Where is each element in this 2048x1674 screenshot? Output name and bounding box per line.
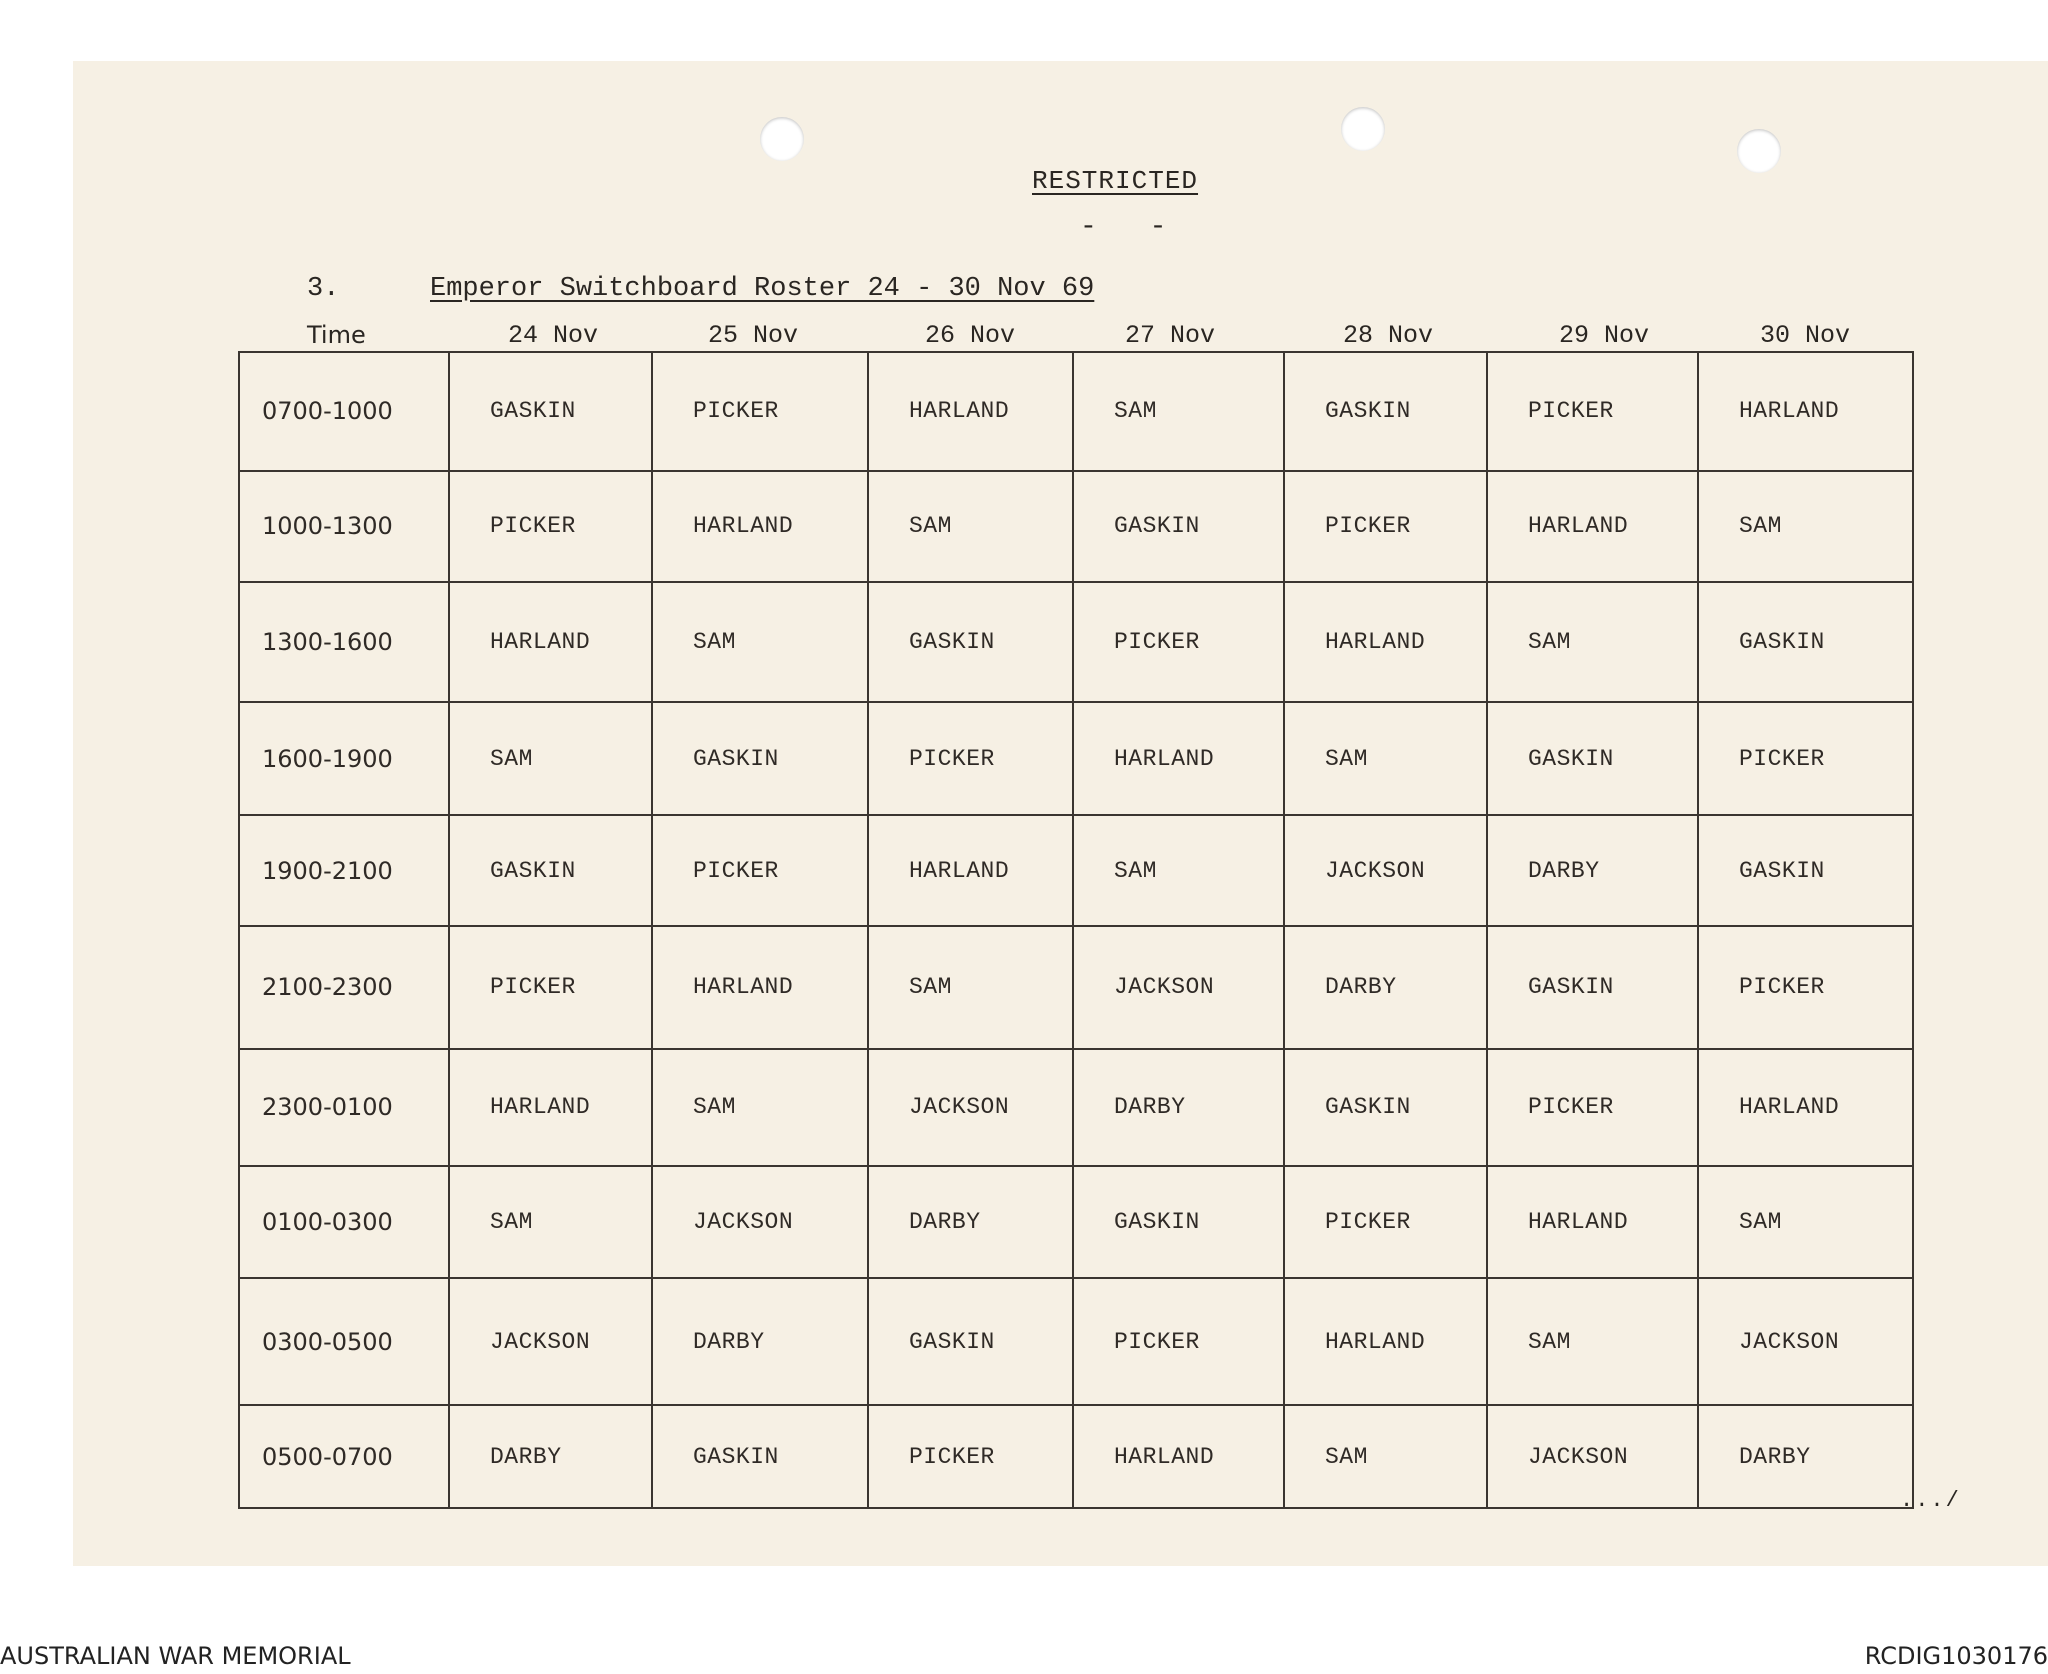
roster-name-cell: SAM: [1284, 1405, 1487, 1508]
roster-name-cell: HARLAND: [1284, 582, 1487, 703]
roster-name-cell: SAM: [449, 702, 652, 815]
roster-name-cell: DARBY: [868, 1166, 1073, 1279]
roster-name-cell: HARLAND: [449, 582, 652, 703]
roster-table: [238, 351, 1914, 1509]
table-row: [239, 352, 1913, 471]
roster-name-cell: SAM: [868, 926, 1073, 1049]
roster-name-cell: HARLAND: [1073, 1405, 1284, 1508]
roster-name-cell: GASKIN: [1698, 582, 1913, 703]
roster-name-cell: HARLAND: [1284, 1278, 1487, 1405]
roster-name-cell: GASKIN: [1698, 815, 1913, 926]
table-row: [239, 1405, 1913, 1508]
time-slot-cell: 1000-1300: [239, 471, 449, 582]
day-header: 29 Nov: [1559, 321, 1650, 350]
day-header: 28 Nov: [1343, 321, 1434, 350]
roster-name-cell: PICKER: [1487, 352, 1698, 471]
roster-name-cell: GASKIN: [652, 1405, 868, 1508]
footer-item-id: RCDIG1030176: [1864, 1642, 2048, 1670]
classification-marking: RESTRICTED: [1032, 166, 1199, 196]
roster-name-cell: HARLAND: [449, 1049, 652, 1166]
day-header: 30 Nov: [1760, 321, 1851, 350]
paragraph-number: 3.: [307, 274, 340, 304]
punch-hole-left: [760, 117, 804, 161]
roster-name-cell: JACKSON: [449, 1278, 652, 1405]
roster-name-cell: PICKER: [868, 702, 1073, 815]
roster-name-cell: JACKSON: [1284, 815, 1487, 926]
day-header: 26 Nov: [925, 321, 1016, 350]
roster-name-cell: HARLAND: [1698, 1049, 1913, 1166]
roster-name-cell: JACKSON: [652, 1166, 868, 1279]
time-slot-cell: 1300-1600: [239, 582, 449, 703]
time-column-header: Time: [307, 321, 366, 349]
table-row: [239, 815, 1913, 926]
time-slot-cell: 1900-2100: [239, 815, 449, 926]
roster-name-cell: SAM: [1487, 1278, 1698, 1405]
roster-name-cell: SAM: [868, 471, 1073, 582]
roster-name-cell: JACKSON: [1487, 1405, 1698, 1508]
roster-name-cell: PICKER: [1284, 471, 1487, 582]
roster-name-cell: SAM: [449, 1166, 652, 1279]
roster-name-cell: PICKER: [449, 471, 652, 582]
roster-name-cell: PICKER: [1073, 582, 1284, 703]
roster-name-cell: GASKIN: [1284, 352, 1487, 471]
day-header: 25 Nov: [708, 321, 799, 350]
roster-name-cell: SAM: [652, 1049, 868, 1166]
roster-name-cell: PICKER: [1698, 702, 1913, 815]
roster-name-cell: HARLAND: [1073, 702, 1284, 815]
roster-name-cell: GASKIN: [449, 815, 652, 926]
roster-name-cell: HARLAND: [1698, 352, 1913, 471]
time-slot-cell: 0300-0500: [239, 1278, 449, 1405]
roster-name-cell: GASKIN: [1487, 926, 1698, 1049]
roster-name-cell: PICKER: [449, 926, 652, 1049]
roster-name-cell: SAM: [1487, 582, 1698, 703]
roster-name-cell: PICKER: [868, 1405, 1073, 1508]
table-row: [239, 1166, 1913, 1279]
roster-name-cell: JACKSON: [1698, 1278, 1913, 1405]
roster-name-cell: PICKER: [1284, 1166, 1487, 1279]
table-row: [239, 702, 1913, 815]
continuation-mark: .../: [1900, 1488, 1961, 1513]
roster-name-cell: DARBY: [1487, 815, 1698, 926]
table-row: [239, 1049, 1913, 1166]
roster-name-cell: SAM: [1073, 352, 1284, 471]
roster-name-cell: PICKER: [1073, 1278, 1284, 1405]
page-dashes: - -: [1080, 212, 1185, 243]
roster-heading: Emperor Switchboard Roster 24 - 30 Nov 69: [430, 274, 1095, 304]
time-slot-cell: 2300-0100: [239, 1049, 449, 1166]
punch-hole-right: [1737, 129, 1781, 173]
roster-name-cell: SAM: [1698, 1166, 1913, 1279]
roster-name-cell: SAM: [1698, 471, 1913, 582]
roster-name-cell: PICKER: [652, 352, 868, 471]
roster-name-cell: JACKSON: [1073, 926, 1284, 1049]
time-slot-cell: 1600-1900: [239, 702, 449, 815]
punch-hole-middle: [1341, 107, 1385, 151]
roster-name-cell: HARLAND: [652, 471, 868, 582]
roster-name-cell: DARBY: [1073, 1049, 1284, 1166]
table-row: [239, 471, 1913, 582]
roster-name-cell: PICKER: [652, 815, 868, 926]
time-slot-cell: 2100-2300: [239, 926, 449, 1049]
roster-name-cell: HARLAND: [1487, 1166, 1698, 1279]
day-header: 27 Nov: [1125, 321, 1216, 350]
roster-name-cell: DARBY: [449, 1405, 652, 1508]
roster-name-cell: HARLAND: [1487, 471, 1698, 582]
roster-name-cell: HARLAND: [868, 352, 1073, 471]
time-slot-cell: 0500-0700: [239, 1405, 449, 1508]
roster-name-cell: PICKER: [1698, 926, 1913, 1049]
time-slot-cell: 0100-0300: [239, 1166, 449, 1279]
roster-name-cell: GASKIN: [449, 352, 652, 471]
roster-name-cell: HARLAND: [652, 926, 868, 1049]
footer-institution: AUSTRALIAN WAR MEMORIAL: [0, 1642, 351, 1670]
roster-name-cell: HARLAND: [868, 815, 1073, 926]
roster-name-cell: SAM: [1284, 702, 1487, 815]
roster-name-cell: GASKIN: [1487, 702, 1698, 815]
roster-name-cell: GASKIN: [1284, 1049, 1487, 1166]
roster-name-cell: GASKIN: [868, 582, 1073, 703]
table-row: [239, 926, 1913, 1049]
roster-name-cell: SAM: [1073, 815, 1284, 926]
roster-name-cell: GASKIN: [868, 1278, 1073, 1405]
roster-name-cell: GASKIN: [652, 702, 868, 815]
roster-name-cell: SAM: [652, 582, 868, 703]
roster-name-cell: DARBY: [1284, 926, 1487, 1049]
time-slot-cell: 0700-1000: [239, 352, 449, 471]
day-header: 24 Nov: [508, 321, 599, 350]
roster-name-cell: DARBY: [1698, 1405, 1913, 1508]
roster-name-cell: DARBY: [652, 1278, 868, 1405]
table-row: [239, 582, 1913, 703]
roster-name-cell: GASKIN: [1073, 471, 1284, 582]
roster-name-cell: JACKSON: [868, 1049, 1073, 1166]
roster-name-cell: GASKIN: [1073, 1166, 1284, 1279]
table-row: [239, 1278, 1913, 1405]
roster-name-cell: PICKER: [1487, 1049, 1698, 1166]
